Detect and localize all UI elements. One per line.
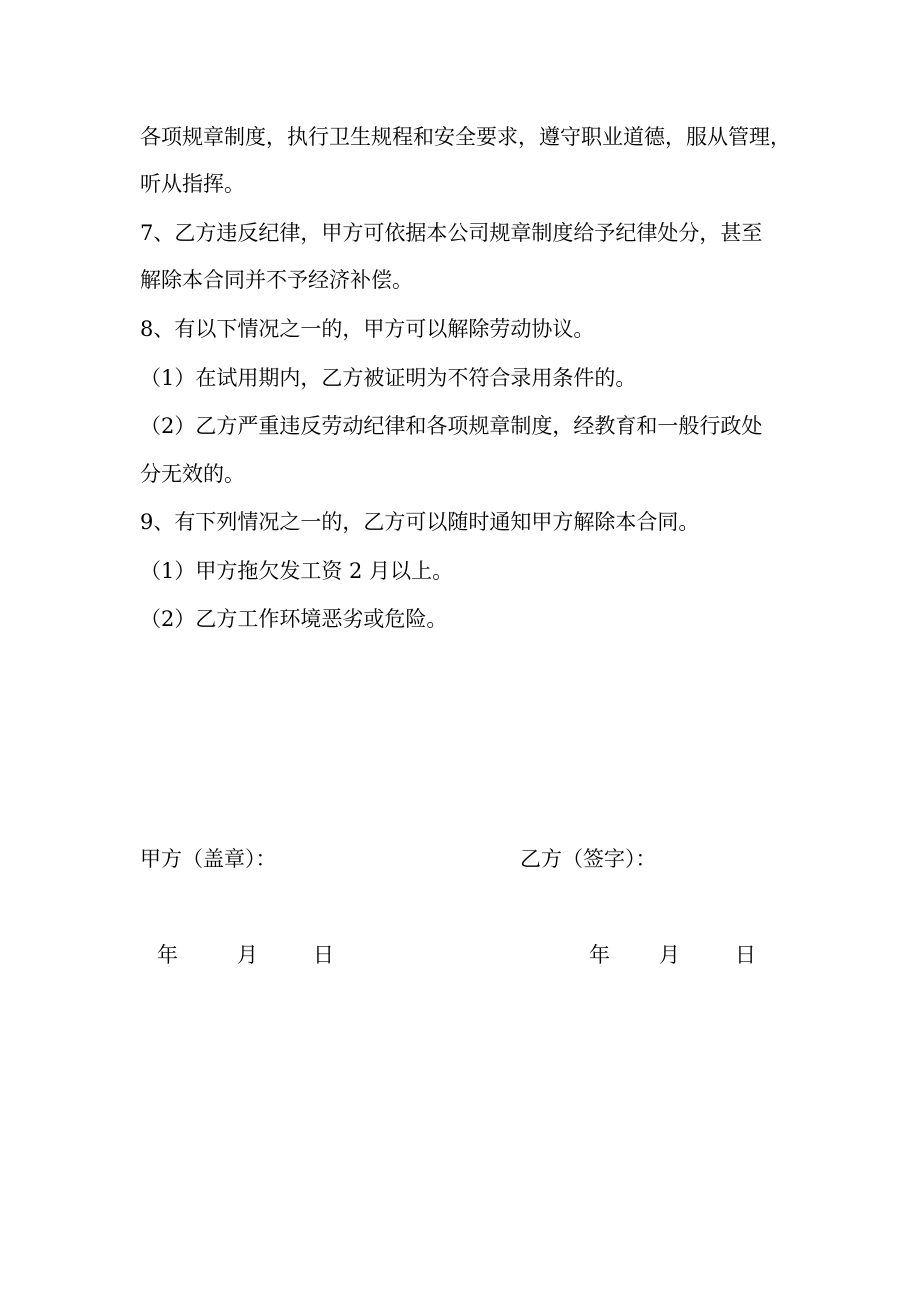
paragraph-line-3: 7、乙方违反纪律，甲方可依据本公司规章制度给予纪律处分，甚至: [140, 221, 763, 245]
paragraph-line-4: 解除本合同并不予经济补偿。: [140, 268, 413, 292]
paragraph-line-1: 各项规章制度，执行卫生规程和安全要求，遵守职业道德，服从管理，: [140, 125, 791, 149]
paragraph-line-7: （2）乙方严重违反劳动纪律和各项规章制度，经教育和一般行政处: [140, 414, 763, 438]
party-b-day: 日: [735, 943, 756, 967]
party-a-day: 日: [313, 943, 334, 967]
party-b-year: 年: [589, 943, 610, 967]
paragraph-line-2: 听从指挥。: [140, 172, 245, 196]
party-b-month: 月: [659, 943, 680, 967]
paragraph-line-10: （1）甲方拖欠发工资 2 月以上。: [140, 559, 454, 583]
paragraph-line-6: （1）在试用期内，乙方被证明为不符合录用条件的。: [140, 366, 637, 390]
party-a-label: 甲方（盖章）：: [140, 847, 277, 871]
party-b-label: 乙方（签字）：: [520, 847, 657, 871]
paragraph-line-9: 9、有下列情况之一的，乙方可以随时通知甲方解除本合同。: [140, 510, 700, 534]
paragraph-line-5: 8、有以下情况之一的，甲方可以解除劳动协议。: [140, 317, 595, 341]
paragraph-line-8: 分无效的。: [140, 462, 245, 486]
party-a-month: 月: [237, 943, 258, 967]
paragraph-line-11: （2）乙方工作环境恶劣或危险。: [140, 607, 448, 631]
party-a-year: 年: [157, 943, 178, 967]
